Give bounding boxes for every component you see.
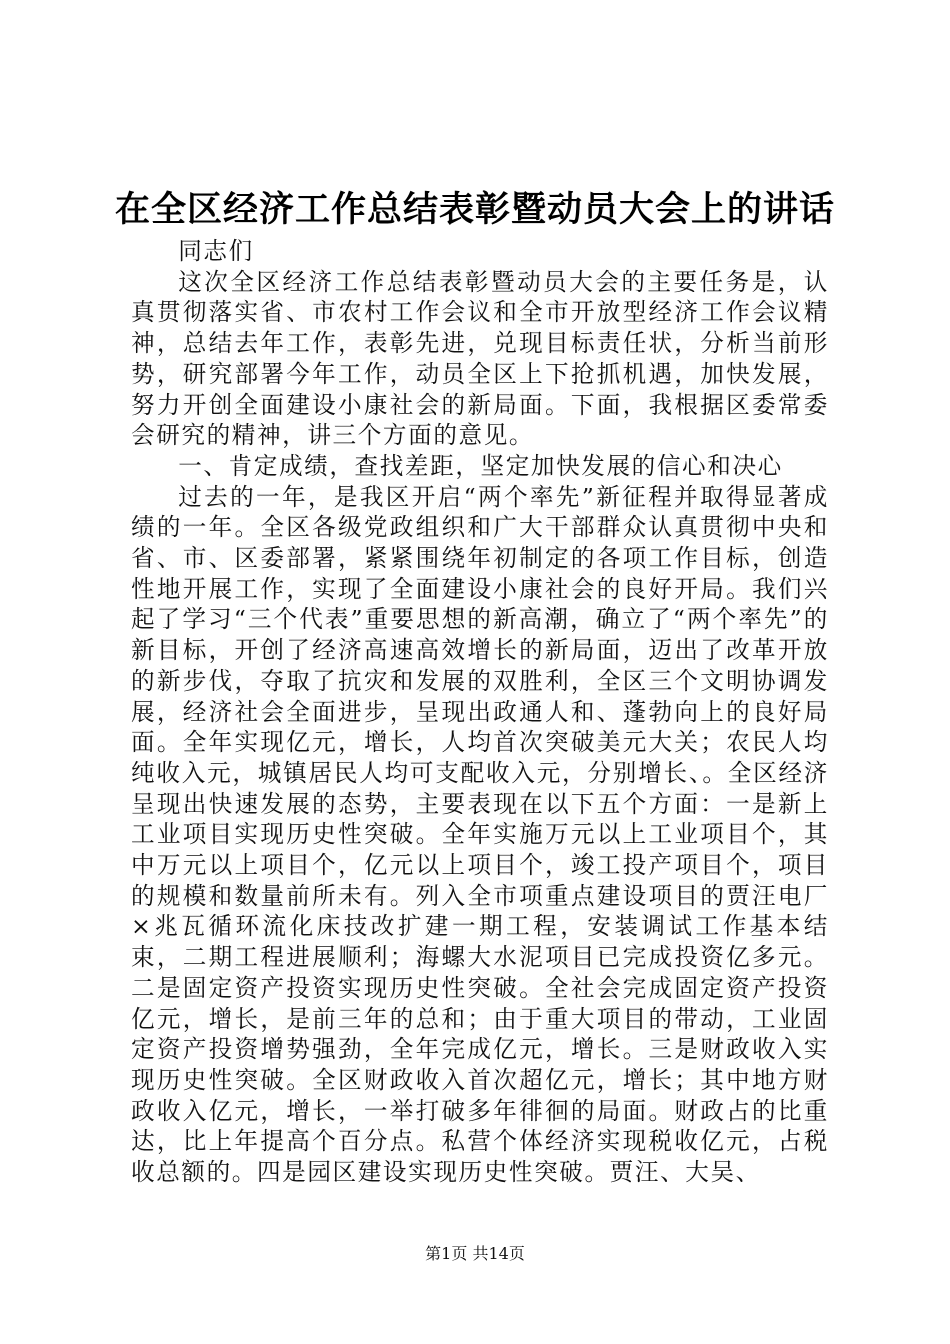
paragraph-review: 过去的一年，是我区开启“两个率先”新征程并取得显著成绩的一年。全区各级党政组织和广大干部群众认真贯彻中央和省、市、区委部署，紧紧围绕年初制定的各项工作目标，创造性地开展工作，实现了全面建设小康社会的良好开局。我们兴起了学习“三个代表”重要思想的新高潮，确立了“两个率先”的新目标，开创了经济高速高效增长的新局面，迈出了改革开放的新步伐，夺取了抗灾和发展的双胜利，全区三个文明协调发展，经济社会全面进步，呈现出政通人和、蓬勃向上的良好局面。全年实现亿元，增长，人均首次突破美元大关；农民人均纯收入元，城镇居民人均可支配收入元，分别增长、。全区经济呈现出快速发展的态势，主要表现在以下五个方面：一是新上工业项目实现历史性突破。全年实施万元以上工业项目个，其中万元以上项目个，亿元以上项目个，竣工投产项目个，项目的规模和数量前所未有。列入全市项重点建设项目的贾汪电厂×兆瓦循环流化床技改扩建一期工程，安装调试工作基本结束，二期工程进展顺利；海螺大水泥项目已完成投资亿多元。二是固定资产投资实现历史性突破。全社会完成固定资产投资亿元，增长，是前三年的总和；由于重大项目的带动，工业固定资产投资增势强劲，全年完成亿元，增长。三是财政收入实现历史性突破。全区财政收入首次超亿元，增长；其中地方财政收入亿元，增长，一举打破多年徘徊的局面。财政占的比重达，比上年提高个百分点。私营个体经济实现税收亿元，占税收总额的。四是园区建设实现历史性突破。贾汪、大吴、 (131, 482, 829, 1187)
page-number: 第1页 (425, 1244, 468, 1263)
document-body (131, 236, 829, 1188)
document-title: 在全区经济工作总结表彰暨动员大会上的讲话 (114, 190, 835, 230)
paragraph-salutation: 同志们 (178, 237, 254, 265)
page-footer (0, 1243, 950, 1265)
section-heading: 一、肯定成绩，查找差距，坚定加快发展的信心和决心 (178, 451, 783, 480)
page-total: 共14页 (472, 1244, 525, 1263)
paragraph-intro: 这次全区经济工作总结表彰暨动员大会的主要任务是，认真贯彻落实省、市农村工作会议和全市开放型经济工作会议精神，总结去年工作，表彰先进，兑现目标责任状，分析当前形势，研究部署今年工作，动员全区上下抢抓机遇，加快发展，努力开创全面建设小康社会的新局面。下面，我根据区委常委会研究的精神，讲三个方面的意见。 (131, 267, 829, 450)
